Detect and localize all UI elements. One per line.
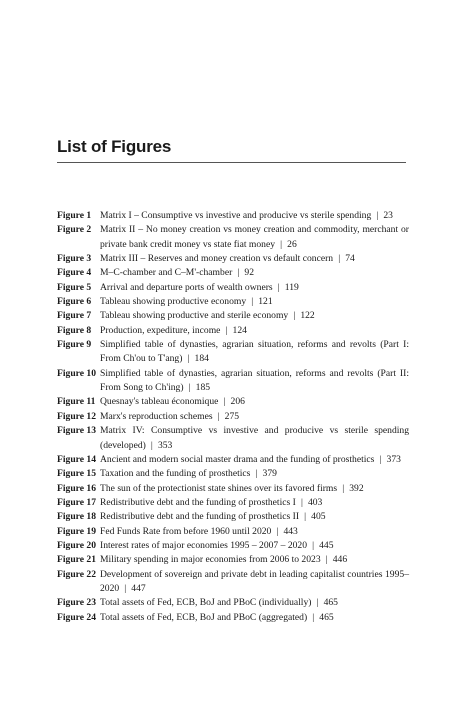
figure-caption: Production, expediture, income bbox=[100, 324, 221, 336]
figure-page-number: 26 bbox=[287, 238, 297, 250]
figure-page-number: 405 bbox=[311, 511, 326, 523]
figure-entry bbox=[57, 410, 409, 424]
figure-caption-block bbox=[100, 482, 409, 496]
page-separator: | bbox=[376, 210, 379, 221]
figure-label: Figure 13 bbox=[57, 425, 96, 437]
figure-caption-block bbox=[100, 496, 409, 510]
page-separator: | bbox=[237, 267, 240, 279]
figure-page-number: 443 bbox=[283, 525, 298, 537]
figure-caption: Development of sovereign and private debt in leading capitalist countries 1995–2020 bbox=[100, 568, 409, 594]
figure-page-number: 122 bbox=[300, 310, 315, 322]
figure-caption: Matrix IV: Consumptive vs investive and producive vs sterile spending (developed) bbox=[100, 425, 409, 451]
figure-page-number: 465 bbox=[323, 597, 338, 609]
figure-entry bbox=[57, 467, 409, 481]
page-separator: | bbox=[325, 554, 328, 566]
figure-caption: Military spending in major economies from 2006 to 2023 bbox=[100, 554, 321, 566]
figure-entry bbox=[57, 553, 409, 567]
figure-entry bbox=[57, 424, 409, 453]
figure-caption: Quesnay's tableau économique bbox=[100, 396, 219, 408]
figure-label: Figure 4 bbox=[57, 267, 92, 279]
figure-caption-block bbox=[100, 281, 409, 295]
figure-entry bbox=[57, 525, 409, 539]
figure-entry bbox=[57, 611, 409, 625]
figure-caption: Tableau showing productive economy bbox=[100, 296, 247, 308]
figure-page-number: 392 bbox=[349, 482, 364, 494]
figure-page-number: 275 bbox=[224, 410, 240, 422]
page-separator: | bbox=[300, 496, 303, 508]
figure-caption-block bbox=[100, 338, 409, 367]
figure-label: Figure 7 bbox=[57, 310, 92, 322]
figure-label: Figure 12 bbox=[57, 410, 96, 422]
page-title: List of Figures bbox=[57, 137, 172, 156]
figure-caption: Matrix I – Consumptive vs investive and producive vs sterile spending bbox=[100, 210, 372, 221]
figure-label: Figure 14 bbox=[57, 453, 96, 465]
figure-caption: Redistributive debt and the funding of prosthetics I bbox=[100, 496, 296, 508]
page-separator: | bbox=[276, 525, 279, 537]
figure-caption-block bbox=[100, 395, 409, 409]
figure-entry bbox=[57, 309, 409, 323]
page-separator: | bbox=[304, 511, 307, 523]
figure-caption-block bbox=[100, 252, 409, 266]
figure-label: Figure 21 bbox=[57, 554, 96, 566]
figure-label: Figure 8 bbox=[57, 324, 92, 336]
figure-caption: Matrix II – No money creation vs money creation and commodity, merchant or private bank credit money vs state fiat money bbox=[100, 224, 409, 250]
figure-entry bbox=[57, 510, 409, 524]
figure-caption-block bbox=[100, 539, 409, 553]
figure-entry bbox=[57, 295, 409, 309]
figure-caption: Tableau showing productive and sterile economy bbox=[100, 310, 289, 322]
page-separator: | bbox=[225, 324, 228, 336]
figure-caption-block bbox=[100, 309, 409, 323]
figure-caption: M–C-chamber and C–M'-chamber bbox=[100, 267, 233, 279]
figure-caption-block bbox=[100, 596, 409, 610]
figure-entry bbox=[57, 324, 409, 338]
figure-page-number: 184 bbox=[194, 353, 209, 365]
page-separator: | bbox=[293, 310, 296, 322]
figure-label: Figure 16 bbox=[57, 482, 96, 494]
figure-entry bbox=[57, 596, 409, 610]
figure-caption-block bbox=[100, 525, 409, 539]
figure-label: Figure 15 bbox=[57, 468, 96, 480]
figure-caption-block bbox=[100, 424, 409, 453]
figure-caption: Arrival and departure ports of wealth owners bbox=[100, 281, 273, 293]
figure-label: Figure 23 bbox=[57, 597, 96, 609]
figure-caption-block bbox=[100, 324, 409, 338]
figure-caption: Matrix III – Reserves and money creation vs default concern bbox=[100, 253, 334, 265]
figure-page-number: 185 bbox=[195, 382, 211, 394]
figure-caption: Interest rates of major economies 1995 – 2007 – 2020 bbox=[100, 539, 308, 551]
figure-caption: Total assets of Fed, ECB, BoJ and PBoC (aggregated) bbox=[100, 611, 308, 623]
figure-entry bbox=[57, 209, 409, 223]
figure-entry bbox=[57, 266, 409, 280]
page-separator: | bbox=[316, 597, 319, 609]
page-separator: | bbox=[251, 296, 254, 308]
figure-caption: Total assets of Fed, ECB, BoJ and PBoC (individually) bbox=[100, 597, 312, 609]
figure-entry bbox=[57, 453, 409, 467]
figure-page-number: 23 bbox=[383, 210, 393, 221]
figure-label: Figure 3 bbox=[57, 253, 92, 265]
figure-entry bbox=[57, 367, 409, 396]
page-separator: | bbox=[312, 611, 315, 623]
figure-caption-block bbox=[100, 553, 409, 567]
figure-caption-block bbox=[100, 510, 409, 524]
figure-label: Figure 5 bbox=[57, 281, 92, 293]
figure-page-number: 206 bbox=[230, 396, 245, 408]
figure-page-number: 121 bbox=[258, 296, 273, 308]
figure-page-number: 124 bbox=[232, 324, 247, 336]
figure-caption-block bbox=[100, 611, 409, 625]
figure-list bbox=[57, 209, 409, 625]
page-separator: | bbox=[223, 396, 226, 408]
page-separator: | bbox=[312, 539, 315, 551]
figure-label: Figure 6 bbox=[57, 296, 92, 308]
figure-entry bbox=[57, 338, 409, 367]
figure-page-number: 74 bbox=[345, 253, 355, 265]
figure-caption: Simplified table of dynasties, agrarian situation, reforms and revolts (Part II: From Song to Ch'ing) bbox=[100, 367, 409, 394]
page-separator: | bbox=[150, 439, 153, 451]
page-separator: | bbox=[280, 238, 283, 250]
figure-caption: Fed Funds Rate from before 1960 until 2020 bbox=[100, 525, 272, 537]
figure-label: Figure 10 bbox=[57, 367, 96, 379]
figure-page-number: 353 bbox=[157, 439, 173, 451]
figure-label: Figure 19 bbox=[57, 525, 96, 537]
figure-page-number: 403 bbox=[307, 496, 323, 508]
figure-label: Figure 24 bbox=[57, 611, 96, 623]
figure-caption-block bbox=[100, 266, 409, 280]
page-separator: | bbox=[342, 482, 345, 494]
figure-entry bbox=[57, 252, 409, 266]
figure-label: Figure 20 bbox=[57, 539, 96, 551]
page-separator: | bbox=[255, 468, 258, 480]
figure-entry bbox=[57, 496, 409, 510]
figure-caption-block bbox=[100, 568, 409, 597]
figure-page-number: 373 bbox=[386, 453, 401, 465]
figure-entry bbox=[57, 281, 409, 295]
figure-caption-block bbox=[100, 295, 409, 309]
figure-caption: Redistributive debt and the funding of prosthetics II bbox=[100, 511, 300, 523]
figure-label: Figure 11 bbox=[57, 396, 96, 408]
figure-caption-block bbox=[100, 467, 409, 481]
figure-entry bbox=[57, 223, 409, 252]
page-separator: | bbox=[338, 253, 341, 265]
figure-page-number: 379 bbox=[262, 468, 277, 480]
page-separator: | bbox=[188, 382, 191, 394]
figure-caption-block bbox=[100, 209, 409, 223]
figure-caption: Simplified table of dynasties, agrarian situation, reforms and revolts (Part I: From Ch'ou to T'ang) bbox=[100, 339, 409, 365]
figure-caption-block bbox=[100, 410, 409, 424]
figure-caption: Ancient and modern social master drama and the funding of prosthetics bbox=[100, 453, 375, 465]
figure-entry bbox=[57, 482, 409, 496]
figure-page-number: 446 bbox=[332, 554, 348, 566]
title-divider bbox=[57, 162, 406, 163]
figure-entry bbox=[57, 539, 409, 553]
figure-label: Figure 2 bbox=[57, 224, 92, 236]
figure-page-number: 445 bbox=[319, 539, 334, 551]
figure-entry bbox=[57, 395, 409, 409]
figure-label: Figure 18 bbox=[57, 511, 96, 523]
figure-label: Figure 9 bbox=[57, 339, 92, 351]
figure-caption-block bbox=[100, 223, 409, 252]
figure-entry bbox=[57, 568, 409, 597]
figure-caption: Marx's reproduction schemes bbox=[100, 410, 213, 422]
figure-page-number: 447 bbox=[131, 582, 146, 594]
page-separator: | bbox=[124, 582, 127, 594]
figure-label: Figure 1 bbox=[57, 210, 92, 221]
figure-caption-block bbox=[100, 453, 409, 467]
figure-caption: The sun of the protectionist state shines over its favored firms bbox=[100, 482, 338, 494]
page-separator: | bbox=[379, 453, 382, 465]
page-separator: | bbox=[187, 353, 190, 365]
figure-caption-block bbox=[100, 367, 409, 396]
figure-page-number: 119 bbox=[284, 281, 299, 293]
figure-label: Figure 22 bbox=[57, 568, 96, 580]
figure-page-number: 92 bbox=[244, 267, 254, 279]
page-separator: | bbox=[277, 281, 280, 293]
figure-caption: Taxation and the funding of prosthetics bbox=[100, 468, 251, 480]
figure-page-number: 465 bbox=[319, 611, 334, 623]
figure-label: Figure 17 bbox=[57, 496, 96, 508]
page-separator: | bbox=[217, 410, 220, 422]
